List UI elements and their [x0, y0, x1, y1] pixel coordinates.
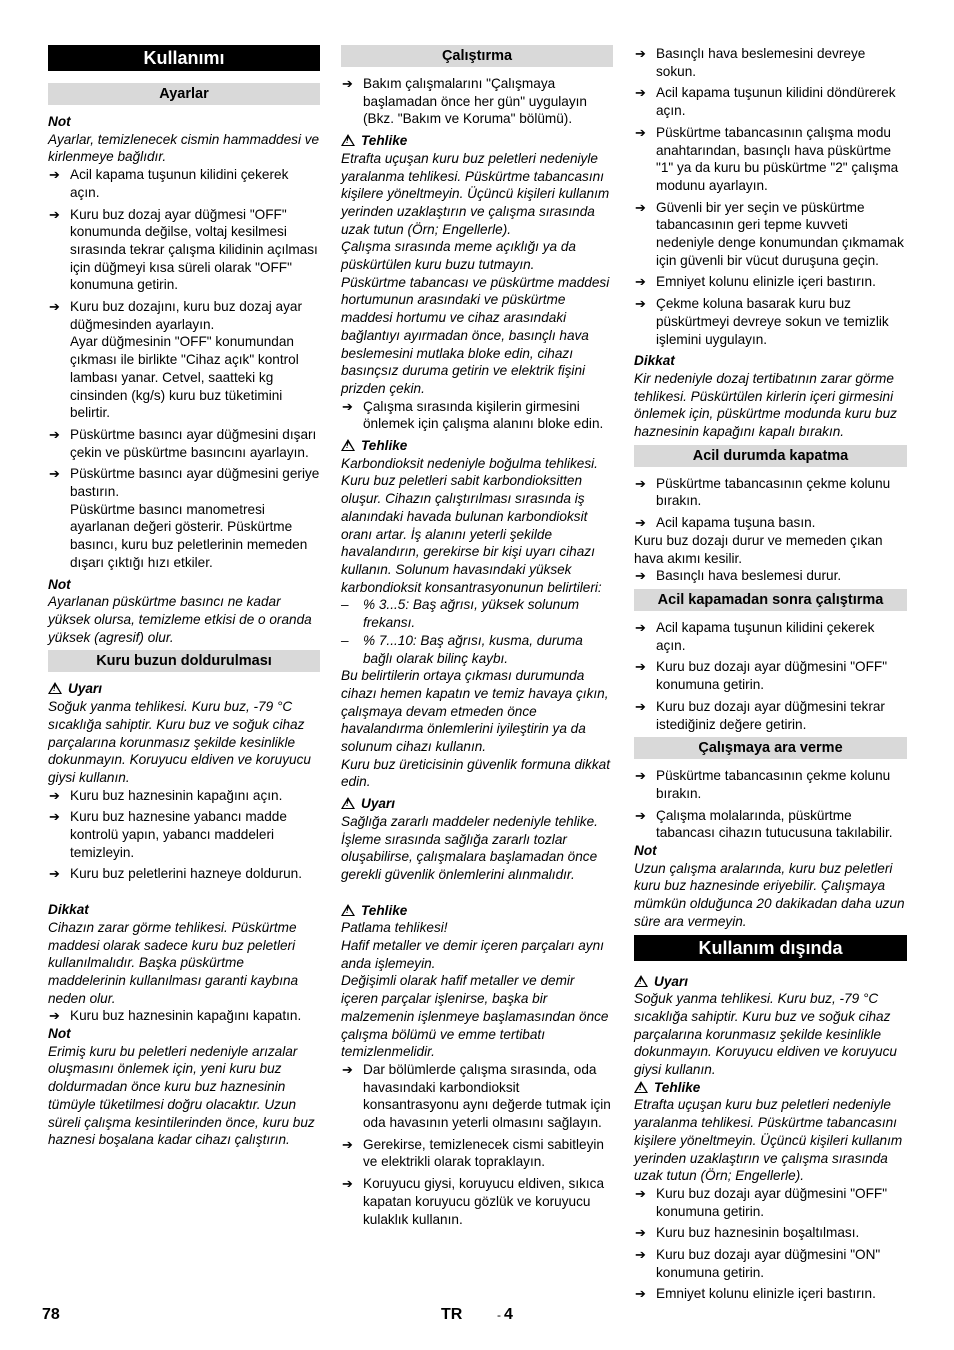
subheading-doldurma: Kuru buzun doldurulması: [48, 650, 320, 672]
step: ➔ Kuru buz haznesine yabancı madde kontrolü yapın, yabancı maddeleri temizleyin.: [48, 808, 320, 861]
step: ➔ Çalışma molalarında, püskürtme tabancası cihazın tutucusuna takılabilir.: [634, 807, 907, 842]
note-text: Erimiş kuru bu peletleri nedeniyle arızalar oluşmasını önlemek için, yeni kuru buz doldurmadan önce kuru buz haznesinin tümüyle tüketilmesi doğru olacaktır. Uzun süreli çalışma kesintilerinden önce, kuru buz haznesi boşalana kadar cihazı çalıştırın.: [48, 1043, 315, 1148]
step: ➔ Acil kapama tuşunun kilidini çekerek açın.: [48, 166, 320, 201]
step: ➔ Çalışma sırasında kişilerin girmesini önlemek için çalışma alanını bloke edin.: [341, 398, 613, 433]
step: ➔ Kuru buz peletlerini hazneye doldurun.: [48, 865, 320, 883]
warning-label: !Uyarı: [341, 795, 613, 813]
danger-text: Bu belirtilerin ortaya çıkması durumunda cihazı hemen kapatın ve temiz havaya çıkın, çalışmaya devam etmeden önce havalandırma önlemlerini iyileştirin ya da solunum cihazı kullanın.: [341, 668, 609, 755]
danger-label: !Tehlike: [341, 437, 613, 455]
step: ➔ Püskürtme basıncı ayar düğmesini dışarı çekin ve püskürtme basıncını ayarlayın.: [48, 426, 320, 461]
sub-page-number: - 4: [497, 1306, 513, 1323]
danger-text: Kuru buz üreticisinin güvenlik formuna dikkat edin.: [341, 756, 610, 790]
warning-text: Soğuk yanma tehlikesi. Kuru buz, -79 °C sıcaklığa sahiptir. Kuru buz ve soğuk cihaz parçalarına korunmasız şekilde kesinlikle dokunmayın. Koruyucu eldiven ve koruyucu giysi kullanın.: [634, 991, 897, 1078]
section-heading-kullanim-disinda: Kullanım dışında: [634, 935, 907, 961]
step: ➔ Kuru buz dozajı ayar düğmesini tekrar istediğiniz değere getirin.: [634, 698, 907, 733]
caution-label: Dikkat: [48, 902, 89, 918]
step: ➔ Püskürtme basıncı ayar düğmesini geriye bastırın.: [48, 465, 320, 500]
warning-text: Soğuk yanma tehlikesi. Kuru buz, -79 °C sıcaklığa sahiptir. Kuru buz ve soğuk cihaz parçalarına korunmasız şekilde kesinlikle dokunmayın. Koruyucu eldiven ve koruyucu giysi kullanın.: [48, 699, 311, 785]
step: ➔ Emniyet kolunu elinizle içeri bastırın.: [634, 273, 907, 291]
step: ➔ Püskürtme tabancasının çalışma modu anahtarından, basınçlı hava püskürtme "1" ya da kuru bu püskürtme "2" çalışma modunu ayarlayın.: [634, 124, 907, 195]
warning-icon: [634, 975, 648, 987]
warning-icon: [634, 1081, 648, 1093]
page-number: 78: [42, 1306, 60, 1323]
symptom-item: – % 3...5: Baş ağrısı, yüksek solunum frekansı.: [341, 596, 613, 631]
subheading-acil: Acil durumda kapatma: [634, 445, 907, 467]
step: ➔ Koruyucu giysi, koruyucu eldiven, sıkıca kapatan koruyucu gözlük ve koruyucu kulaklık kullanın.: [341, 1175, 613, 1228]
note-label: Not: [48, 114, 71, 129]
caution-text: Kir nedeniyle dozaj tertibatının zarar görme tehlikesi. Püskürtülen kirlerin içeri girmesini önlemek için, püskürtme modunda kuru buz haznesinin kapağını kapalı bırakın.: [634, 370, 897, 440]
step: ➔ Çekme koluna basarak kuru buz püskürtmeyi devreye sokun ve temizlik işlemini uygulayın.: [634, 295, 907, 348]
section-heading-kullanimi: Kullanımı: [48, 45, 320, 71]
subheading-ara: Çalışmaya ara verme: [634, 737, 907, 759]
symptom-item: – % 7...10: Baş ağrısı, kusma, duruma bağlı olarak bilinç kaybı.: [341, 632, 613, 667]
subheading-calistirma: Çalıştırma: [341, 45, 613, 67]
page-footer: [0, 1306, 954, 1328]
language-code: TR: [441, 1306, 463, 1323]
warning-icon: [341, 134, 355, 146]
note-label: Not: [48, 576, 71, 592]
step: ➔ Dar bölümlerde çalışma sırasında, oda havasındaki karbondioksit konsantrasyonu aynı değerde tutmak için oda havasının yeterli olmasını sağlayın.: [341, 1061, 613, 1132]
step: ➔ Kuru buz dozajı ayar düğmesini "OFF" konumuna getirin.: [634, 658, 907, 693]
warning-label: !Uyarı: [48, 680, 320, 698]
note-text: Ayarlanan püskürtme basıncı ne kadar yüksek olursa, temizleme etkisi de o oranda yüksek (agresif) olur.: [48, 594, 312, 645]
caution-text: Cihazın zarar görme tehlikesi. Püskürtme maddesi olarak sadece kuru buz peletleri kullanılmalıdır. Başka püskürtme maddelerinin kullanılması garanti kaybına neden olur.: [48, 919, 299, 1006]
warning-icon: [341, 797, 355, 809]
caution-label: Dikkat: [634, 353, 675, 369]
step: ➔ Kuru buz haznesinin boşaltılması.: [634, 1224, 907, 1242]
danger-label: !Tehlike: [634, 1079, 907, 1097]
warning-label: !Uyarı: [634, 973, 907, 991]
step: ➔ Acil kapama tuşunun kilidini döndürerek açın.: [634, 84, 907, 119]
step-detail: Ayar düğmesinin "OFF" konumundan çıkması ile birlikte "Cihaz açık" kontrol lambası yanar. Cetvel, saatteki kg cinsinden (kg/s) kuru buz tüketimini belirtir.: [70, 334, 299, 421]
note-text: Ayarlar, temizlenecek cismin hammaddesi ve kirlenmeye bağlıdır.: [48, 131, 320, 165]
step: ➔ Kuru buz dozajı ayar düğmesini "ON" konumuna getirin.: [634, 1246, 907, 1281]
danger-text: Etrafta uçuşan kuru buz peletleri nedeniyle yaralanma tehlikesi. Püskürtme tabancasını kişilere yöneltmeyin. Üçüncü kişileri kullanım yerinden uzaklaştırın ve çalışma sırasında uzak tutun (Örn; Engellerle).: [341, 150, 610, 237]
warning-icon: [341, 904, 355, 916]
danger-text: Değişimli olarak hafif metaller ve demir içeren parçalar işlenirse, başka bir malzemenin işlenmeye başlamasından önce çalışma bölümü ve emme tertibatı temizlenmelidir.: [341, 973, 609, 1060]
column-3: [634, 45, 907, 1303]
step: ➔ Bakım çalışmalarını "Çalışmaya başlamadan önce her gün" uygulayın (Bkz. "Bakım ve Koruma" bölümü).: [341, 75, 613, 128]
step: ➔ Emniyet kolunu elinizle içeri bastırın.: [634, 1285, 907, 1303]
danger-label: !Tehlike: [341, 902, 613, 920]
step: ➔ Güvenli bir yer seçin ve püskürtme tabancasının geri tepme kuvveti nedeniyle denge konumundan çıkmamak için güvenli bir vücut duruşuna geçin.: [634, 199, 907, 270]
step: ➔ Püskürtme tabancasının çekme kolunu bırakın.: [634, 475, 907, 510]
column-1: [48, 45, 320, 1149]
step: ➔ Kuru buz haznesinin kapağını kapatın.: [48, 1007, 320, 1025]
danger-label: !Tehlike: [341, 132, 613, 150]
note-text: Uzun çalışma aralarında, kuru buz peletleri kuru buz haznesinde eriyebilir. Çalışmaya mümkün olduğunca 20 dakikadan daha uzun süre ara vermeyin.: [634, 860, 905, 929]
danger-text: Patlama tehlikesi!: [341, 920, 448, 936]
danger-text: Karbondioksit nedeniyle boğulma tehlikesi. Kuru buz peletleri sabit karbondioksitten oluşur. Cihazın çalıştırılması sırasında iş alanındaki havada bulunan karbondioksit oranı artar. İş alanını yeterli şekilde havalandırın, gerekirse bir kişi uyarı cihazı kullanın. Solunum havasındaki yüksek karbondioksit konsantrasyonunun belirtileri:: [341, 455, 602, 595]
step: ➔ Kuru buz dozajını, kuru buz dozaj ayar düğmesinden ayarlayın.: [48, 298, 320, 333]
danger-text: Püskürtme tabancası ve püskürtme maddesi hortumunun arasındaki ve püskürtme maddesi hortumu ve cihaz arasındaki bağlantıyı ayırmadan önce, basınçlı hava beslemesini mutlaka bloke edin, cihazı basınçsız duruma getirin ve elektrik fişini prizden çekin.: [341, 274, 610, 396]
step: ➔ Acil kapama tuşuna basın.: [634, 514, 907, 532]
step: ➔ Püskürtme tabancasının çekme kolunu bırakın.: [634, 767, 907, 802]
step-detail: Püskürtme basıncı manometresi ayarlanan değeri gösterir. Püskürtme basıncı, kuru buz peletlerinin memeden dışarı çıktığı hızı etkiler.: [70, 501, 308, 570]
warning-icon: [48, 682, 62, 694]
note-label: Not: [634, 843, 657, 859]
step: ➔ Acil kapama tuşunun kilidini çekerek açın.: [634, 619, 907, 654]
danger-text: Çalışma sırasında meme açıklığı ya da püskürtülen kuru buzu tutmayın.: [341, 239, 576, 273]
danger-text: Etrafta uçuşan kuru buz peletleri nedeniyle yaralanma tehlikesi. Püskürtme tabancasını kişilere yöneltmeyin. Üçüncü kişileri kullanım yerinden uzaklaştırın ve çalışma sırasında uzak tutun (Örn; Engellerle).: [634, 1097, 903, 1184]
step: ➔ Kuru buz dozajı ayar düğmesini "OFF" konumuna getirin.: [634, 1185, 907, 1220]
warning-icon: [341, 439, 355, 451]
step: ➔ Gerekirse, temizlenecek cismi sabitleyin ve elektrikli olarak topraklayın.: [341, 1136, 613, 1171]
body-text: Kuru buz dozajı durur ve memeden çıkan hava akımı kesilir.: [634, 532, 883, 566]
danger-text: Hafif metaller ve demir içeren parçaları aynı anda işlemeyin.: [341, 938, 604, 971]
step: ➔ Kuru buz dozaj ayar düğmesi "OFF" konumunda değilse, voltaj kesilmesi sırasında tekrar çalışma kilidinin açılması için düğmeyi kısa süreli olarak "OFF" konumuna getirin.: [48, 206, 320, 295]
warning-text: Sağlığa zararlı maddeler nedeniyle tehlike. İşleme sırasında sağlığa zararlı tozlar oluşabilirse, çalışmalara başlamadan önce gerekli güvenlik önlemlerini alınmalıdır.: [341, 813, 598, 882]
step: ➔ Basınçlı hava beslemesi durur.: [634, 567, 907, 585]
subheading-sonra: Acil kapamadan sonra çalıştırma: [634, 589, 907, 611]
step: ➔ Kuru buz haznesinin kapağını açın.: [48, 787, 320, 805]
subheading-ayarlar: Ayarlar: [48, 83, 320, 105]
note-label: Not: [48, 1026, 71, 1042]
column-2: [341, 45, 613, 1228]
step: ➔ Basınçlı hava beslemesini devreye sokun.: [634, 45, 907, 80]
